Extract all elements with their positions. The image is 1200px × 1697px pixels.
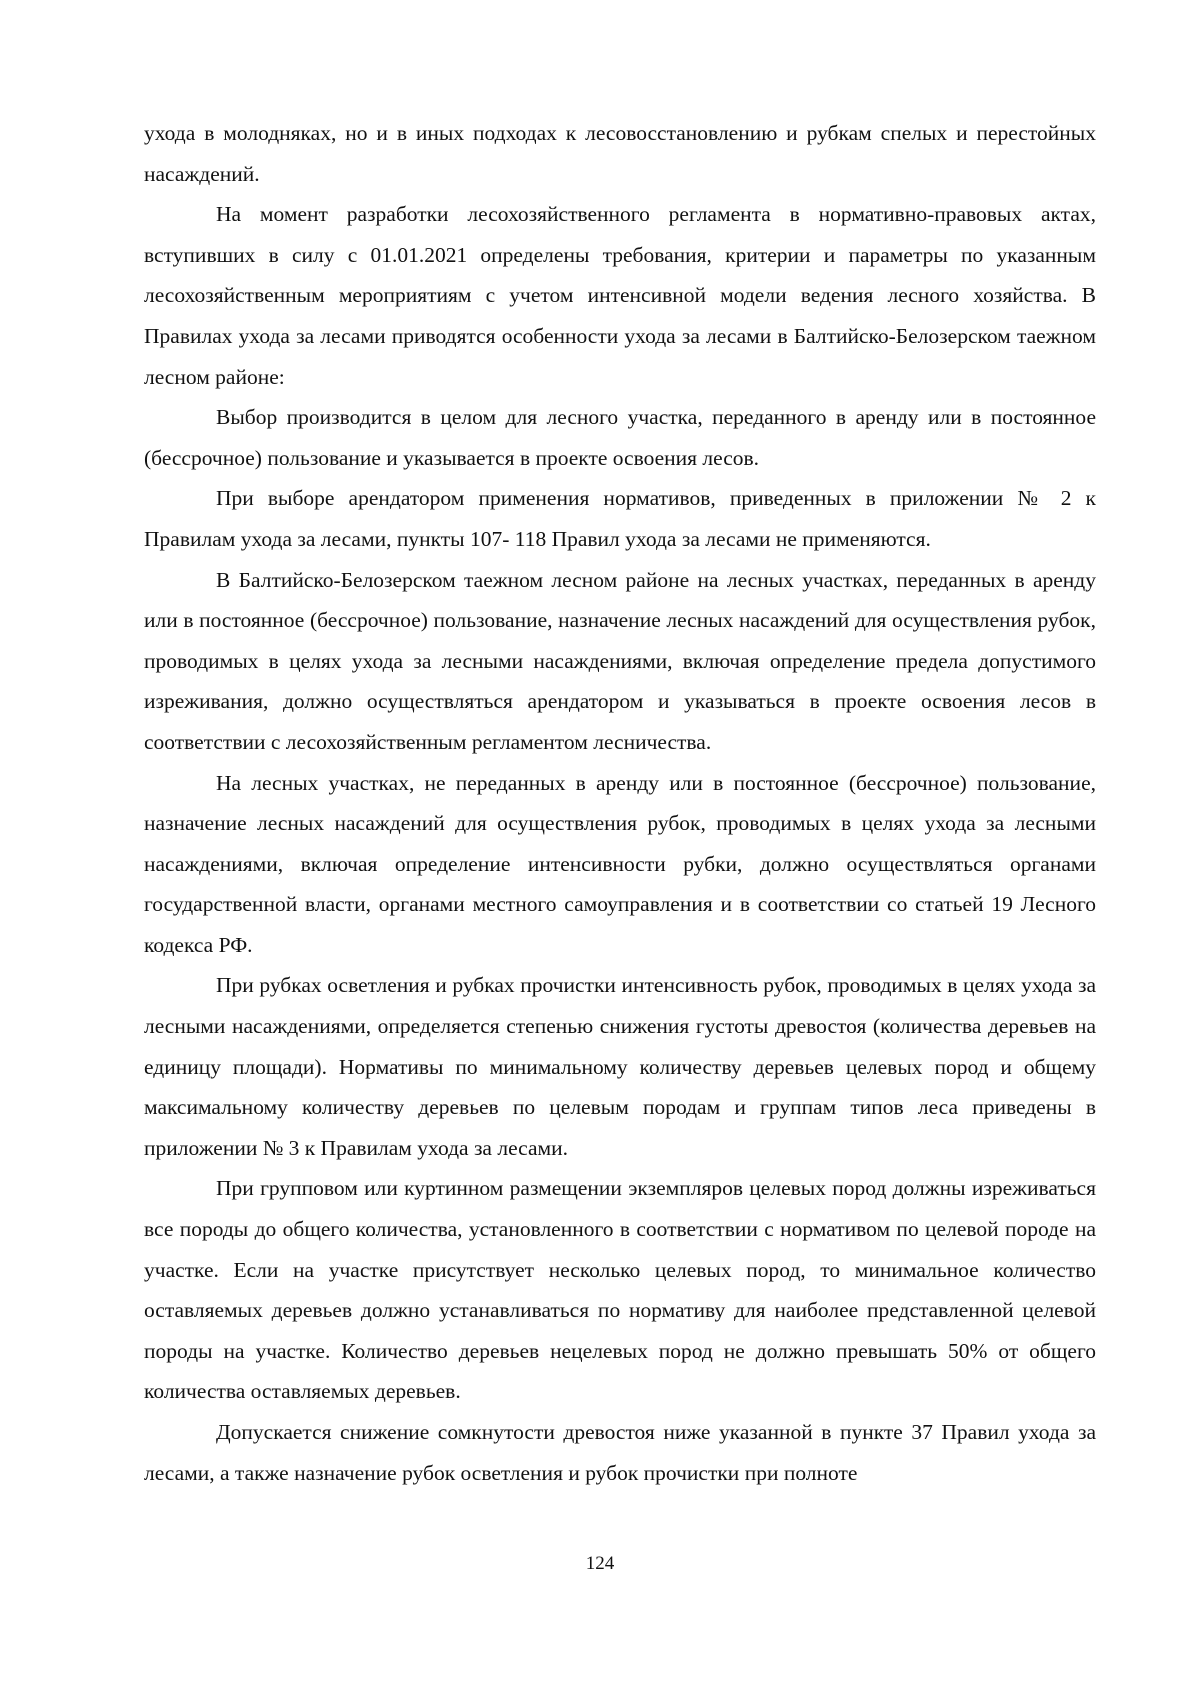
paragraph-3: Выбор производится в целом для лесного участка, переданного в аренду или в постоянное (бессрочное) пользование и указывается в проекте освоения лесов. (144, 405, 1096, 470)
document-body (144, 113, 1096, 1493)
paragraph-2: На момент разработки лесохозяйственного регламента в нормативно-правовых актах, вступивших в силу с 01.01.2021 определены требования, критерии и параметры по указанным лесохозяйственным мероприятиям с учетом интенсивной модели ведения лесного хозяйства. В Правилах ухода за лесами приводятся особенности ухода за лесами в Балтийско-Белозерском таежном лесном районе: (144, 202, 1096, 389)
paragraph-9: Допускается снижение сомкнутости древостоя ниже указанной в пункте 37 Правил ухода за лесами, а также назначение рубок осветления и рубок прочистки при полноте (144, 1420, 1096, 1485)
paragraph-1: ухода в молодняках, но и в иных подходах к лесовосстановлению и рубкам спелых и перестойных насаждений. (144, 121, 1096, 186)
paragraph-4: При выборе арендатором применения нормативов, приведенных в приложении № 2 к Правилам ухода за лесами, пункты 107- 118 Правил ухода за лесами не применяются. (144, 486, 1096, 551)
paragraph-8: При групповом или куртинном размещении экземпляров целевых пород должны изреживаться все породы до общего количества, установленного в соответствии с нормативом по целевой породе на участке. Если на участке присутствует несколько целевых пород, то минимальное количество оставляемых деревьев должно устанавливаться по нормативу для наиболее представленной целевой породы на участке. Количество деревьев нецелевых пород не должно превышать 50% от общего количества оставляемых деревьев. (144, 1176, 1096, 1404)
paragraph-7: При рубках осветления и рубках прочистки интенсивность рубок, проводимых в целях ухода за лесными насаждениями, определяется степенью снижения густоты древостоя (количества деревьев на единицу площади). Нормативы по минимальному количеству деревьев целевых пород и общему максимальному количеству деревьев по целевым породам и группам типов леса приведены в приложении № 3 к Правилам ухода за лесами. (144, 973, 1096, 1160)
page-number: 124 (585, 1553, 615, 1574)
paragraph-5: В Балтийско-Белозерском таежном лесном районе на лесных участках, переданных в аренду или в постоянное (бессрочное) пользование, назначение лесных насаждений для осуществления рубок, проводимых в целях ухода за лесными насаждениями, включая определение предела допустимого изреживания, должно осуществляться арендатором и указываться в проекте освоения лесов в соответствии с лесохозяйственным регламентом лесничества. (144, 567, 1096, 754)
paragraph-6: На лесных участках, не переданных в аренду или в постоянное (бессрочное) пользование, назначение лесных насаждений для осуществления рубок, проводимых в целях ухода за лесными насаждениями, включая определение интенсивности рубки, должно осуществляться органами государственной власти, органами местного самоуправления и в соответствии со статьей 19 Лесного кодекса РФ. (144, 770, 1096, 957)
